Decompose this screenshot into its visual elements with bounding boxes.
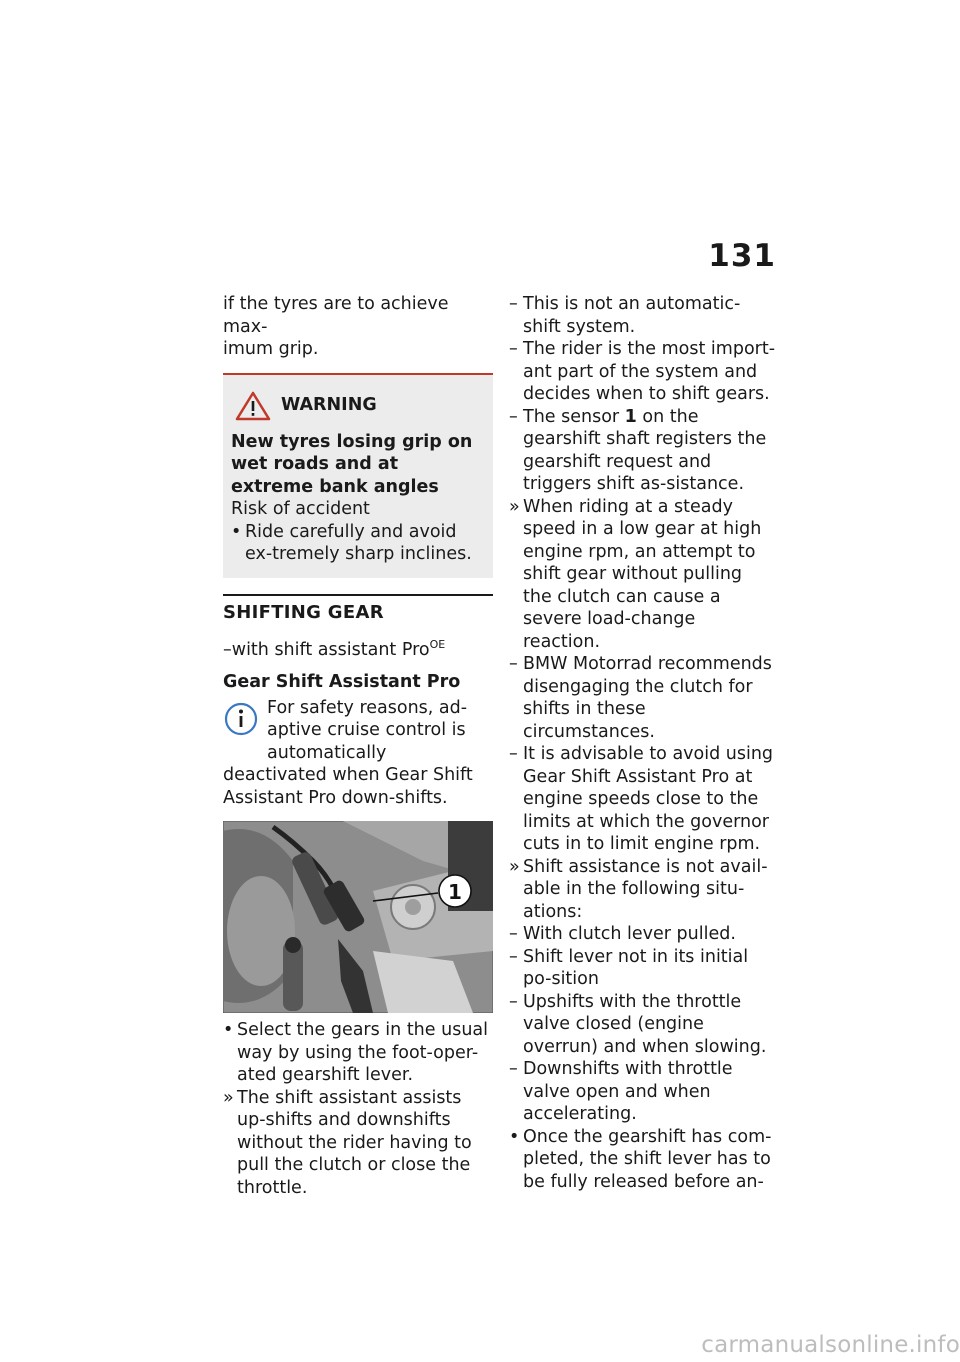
- list-item: [509, 743, 775, 856]
- list-item: [509, 991, 775, 1059]
- intro-line-2: imum grip.: [223, 339, 319, 359]
- list-item: [223, 1019, 493, 1087]
- list-marker: »: [509, 496, 520, 517]
- warning-list-item: [231, 521, 485, 566]
- list-marker: –: [509, 406, 518, 427]
- warning-item-text: Ride carefully and avoid ex-tremely sharp inclines.: [245, 521, 472, 564]
- list-item-text: With clutch lever pulled.: [523, 924, 736, 944]
- gearshift-sensor-photo: [223, 821, 493, 1013]
- info-text: For safety reasons, ad-aptive cruise control is automatically deactivated when Gear Shift Assistant Pro down-shifts.: [223, 697, 473, 808]
- bullet-marker: •: [231, 521, 242, 542]
- warning-risk: Risk of accident: [231, 499, 370, 519]
- list-marker: –: [509, 339, 518, 359]
- list-item: [509, 293, 775, 338]
- list-item-text: Shift assistance is not avail-able in the following situ-ations:: [523, 856, 768, 922]
- variant-note: [223, 634, 493, 661]
- list-item: [509, 856, 775, 924]
- warning-title: New tyres losing grip on wet roads and at extreme bank angles: [231, 431, 473, 497]
- list-marker: –: [509, 294, 518, 314]
- section-rule: [223, 594, 493, 596]
- watermark: carmanualsonline.info: [701, 1332, 960, 1358]
- left-column: [223, 293, 493, 1199]
- list-item: [509, 338, 775, 406]
- info-note: [223, 697, 493, 810]
- page-number: 131: [708, 238, 776, 274]
- list-marker: »: [509, 856, 520, 877]
- list-item-text: When riding at a steady speed in a low gear at high engine rpm, an attempt to shift gear without pulling the clutch can cause a severe load-change reaction.: [523, 496, 762, 652]
- list-marker: –: [509, 744, 518, 764]
- list-item: [509, 923, 775, 946]
- warning-header: [235, 391, 485, 421]
- intro-line-1: if the tyres are to achieve max-: [223, 294, 449, 337]
- list-item-text: Once the gearshift has com-pleted, the shift lever has to be fully released before an-: [523, 1126, 772, 1192]
- info-icon: [223, 697, 263, 743]
- list-item: [223, 1087, 493, 1200]
- list-item-text: It is advisable to avoid using Gear Shift Assistant Pro at engine speeds close to the limits at which the governor cuts in to limit engine rpm.: [523, 744, 774, 854]
- list-item: [509, 946, 775, 991]
- list-item-text: The shift assistant assists up-shifts and downshifts without the rider having to pull the clutch or close the throttle.: [237, 1087, 472, 1198]
- list-item: [509, 1126, 775, 1194]
- list-item-text: Downshifts with throttle valve open and when accelerating.: [523, 1059, 733, 1124]
- sensor-reference: 1: [624, 406, 637, 427]
- warning-triangle-icon: [235, 391, 271, 421]
- section-title: SHIFTING GEAR: [223, 601, 384, 623]
- warning-box: [223, 375, 493, 578]
- list-marker: –: [509, 1059, 518, 1079]
- left-list: [223, 1019, 493, 1199]
- list-item-text: Shift lever not in its initial po-sition: [523, 946, 749, 989]
- list-marker: –: [509, 924, 518, 944]
- list-marker: •: [509, 1126, 520, 1147]
- photo-callout: 1: [448, 880, 462, 905]
- list-marker: –: [509, 654, 518, 674]
- variant-text: –with shift assistant Pro: [223, 639, 430, 660]
- list-item: [509, 406, 775, 496]
- list-marker: »: [223, 1087, 234, 1108]
- list-item-text: BMW Motorrad recommends disengaging the clutch for shifts in these circumstances.: [523, 654, 772, 742]
- text-after: on the gearshift shaft registers the gearshift request and triggers shift as-sistance.: [523, 406, 767, 494]
- list-item-text: The rider is the most import-ant part of the system and decides when to shift gears.: [523, 339, 776, 404]
- text-before: The sensor: [523, 406, 625, 427]
- list-item-text: Select the gears in the usual way by using the foot-oper-ated gearshift lever.: [237, 1020, 488, 1086]
- list-item: [509, 1058, 775, 1126]
- list-item-text: [523, 406, 775, 496]
- list-item-text: Upshifts with the throttle valve closed (engine overrun) and when slowing.: [523, 991, 767, 1057]
- list-item-text: This is not an automatic-shift system.: [523, 294, 741, 337]
- list-item: [509, 496, 775, 654]
- list-marker: –: [509, 991, 518, 1012]
- warning-label: WARNING: [281, 395, 377, 416]
- right-column: [509, 293, 775, 1193]
- list-item: [509, 653, 775, 743]
- variant-sup: OE: [429, 638, 446, 651]
- list-marker: –: [509, 946, 518, 967]
- subheading: Gear Shift Assistant Pro: [223, 672, 461, 693]
- list-marker: •: [223, 1020, 234, 1041]
